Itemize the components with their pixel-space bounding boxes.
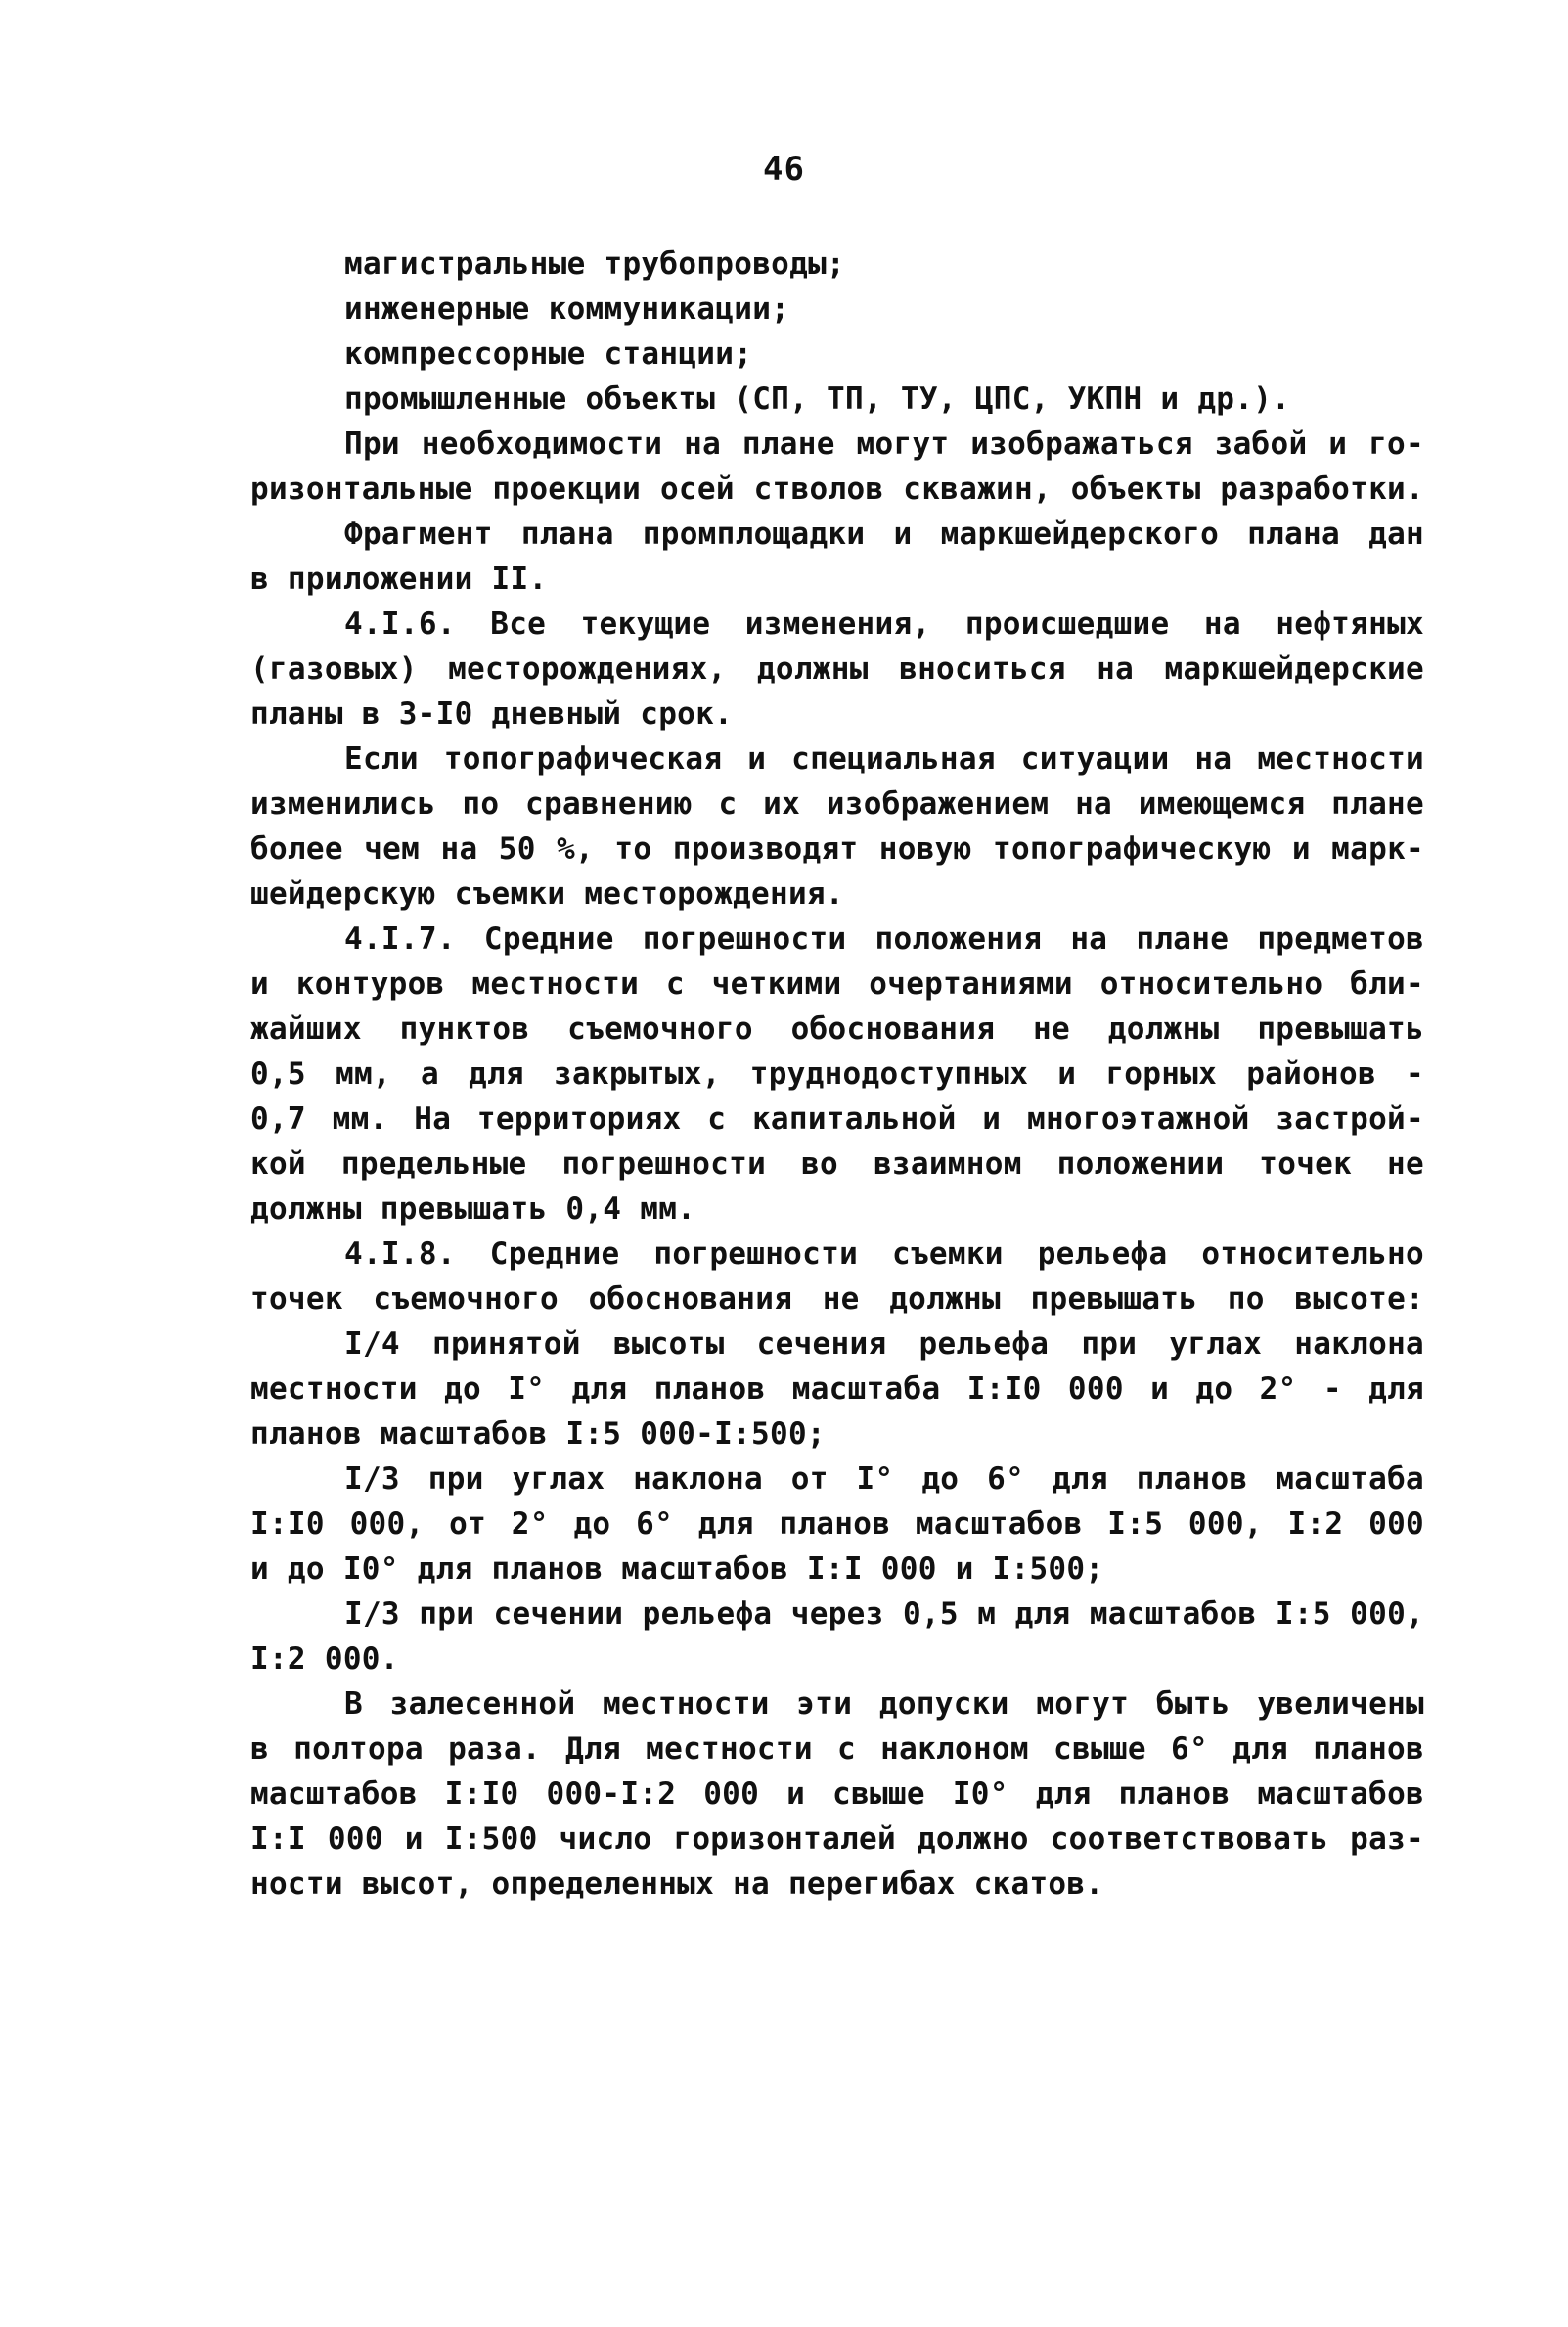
text-line: При необходимости на плане могут изображаться забой и го- xyxy=(344,426,1424,462)
page-number: 46 xyxy=(763,150,805,189)
text-line: масштабов I:I0 000-I:2 000 и свыше I0° для планов масштабов xyxy=(250,1776,1424,1812)
text-line: кой предельные погрешности во взаимном положении точек не xyxy=(250,1146,1424,1182)
text-line: I:2 000. xyxy=(250,1641,399,1677)
text-line: магистральные трубопроводы; xyxy=(344,246,846,282)
text-line: промышленные объекты (СП, ТП, ТУ, ЦПС, УКПН и др.). xyxy=(344,381,1291,417)
text-line: I:I0 000, от 2° до 6° для планов масштабов I:5 000, I:2 000 xyxy=(250,1506,1424,1542)
text-line: (газовых) месторождениях, должны вноситься на маркшейдерские xyxy=(250,651,1424,687)
text-line: более чем на 50 %, то производят новую топографическую и марк- xyxy=(250,831,1424,867)
text-line: В залесенной местности эти допуски могут быть увеличены xyxy=(344,1686,1424,1722)
text-line: 0,5 мм, а для закрытых, труднодоступных и горных районов - xyxy=(250,1056,1424,1092)
text-line: 4.I.8. Средние погрешности съемки рельефа относительно xyxy=(344,1236,1424,1272)
text-line: I/3 при углах наклона от I° до 6° для планов масштаба xyxy=(344,1461,1424,1497)
text-line: должны превышать 0,4 мм. xyxy=(250,1191,696,1227)
text-line: I:I 000 и I:500 число горизонталей должно соответствовать раз- xyxy=(250,1821,1424,1857)
text-line: Фрагмент плана промплощадки и маркшейдерского плана дан xyxy=(344,516,1424,552)
text-line: 4.I.6. Все текущие изменения, происшедшие на нефтяных xyxy=(344,606,1424,642)
text-line: местности до I° для планов масштаба I:I0 000 и до 2° - для xyxy=(250,1371,1424,1407)
text-line: I/4 принятой высоты сечения рельефа при углах наклона xyxy=(344,1326,1424,1362)
text-line: шейдерскую съемки месторождения. xyxy=(250,876,844,912)
text-line: планов масштабов I:5 000-I:500; xyxy=(250,1416,826,1452)
text-line: и контуров местности с четкими очертаниями относительно бли- xyxy=(250,966,1424,1002)
text-line: ности высот, определенных на перегибах скатов. xyxy=(250,1866,1104,1902)
text-line: планы в 3-I0 дневный срок. xyxy=(250,696,734,732)
text-line: изменились по сравнению с их изображением на имеющемся плане xyxy=(250,786,1424,822)
body-text xyxy=(250,242,1424,1906)
text-line: I/3 при сечении рельефа через 0,5 м для масштабов I:5 000, xyxy=(344,1596,1424,1632)
text-line: ризонтальные проекции осей стволов скважин, объекты разработки. xyxy=(250,471,1424,507)
text-line: точек съемочного обоснования не должны превышать по высоте: xyxy=(250,1281,1424,1317)
text-line: и до I0° для планов масштабов I:I 000 и I:500; xyxy=(250,1551,1104,1587)
text-line: в приложении II. xyxy=(250,561,548,597)
text-line: компрессорные станции; xyxy=(344,336,753,372)
text-line: 0,7 мм. На территориях с капитальной и многоэтажной застрой- xyxy=(250,1101,1424,1137)
text-line: жайших пунктов съемочного обоснования не должны превышать xyxy=(250,1011,1424,1047)
text-line: инженерные коммуникации; xyxy=(344,291,790,327)
text-line: Если топографическая и специальная ситуации на местности xyxy=(344,741,1424,777)
text-line: в полтора раза. Для местности с наклоном свыше 6° для планов xyxy=(250,1731,1424,1767)
text-line: 4.I.7. Средние погрешности положения на плане предметов xyxy=(344,921,1424,957)
